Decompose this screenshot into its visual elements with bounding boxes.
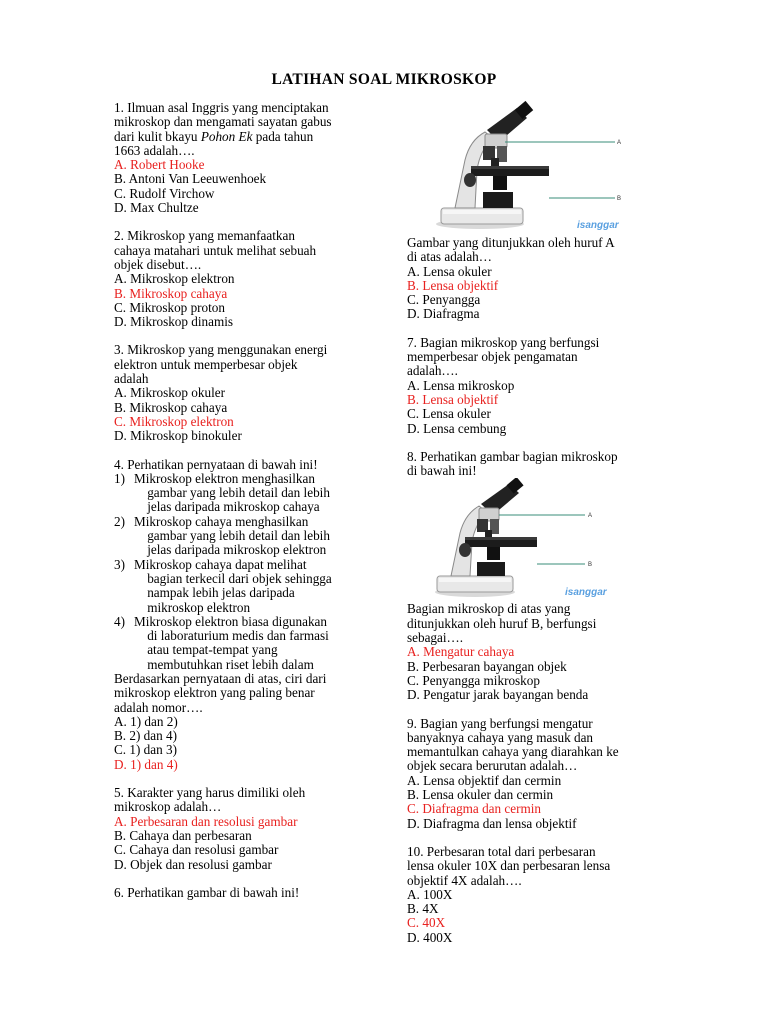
answer-option: B. Antoni Van Leeuwenhoek <box>114 171 267 187</box>
answer-option: A. Mikroskop okuler <box>114 385 225 401</box>
statement-text: jelas daripada mikroskop elektron <box>134 542 327 558</box>
answer-option: B. 2) dan 4) <box>114 728 177 744</box>
question-text: 8. Perhatikan gambar bagian mikroskop <box>407 448 618 464</box>
question-7 <box>407 336 657 436</box>
question-text: 6. Perhatikan gambar di bawah ini! <box>114 884 300 900</box>
statement-number: 2) <box>114 513 125 529</box>
question-6 <box>407 236 657 322</box>
question-text: mikroskop elektron yang paling benar <box>114 685 315 701</box>
statement-text: Mikroskop cahaya dapat melihat <box>134 556 307 572</box>
question-text: lensa okuler 10X dan perbesaran lensa <box>407 858 611 874</box>
answer-option: B. 4X <box>407 901 439 917</box>
figure-label-b: B <box>617 196 622 202</box>
question-text: 4. Perhatikan pernyataan di bawah ini! <box>114 456 318 472</box>
answer-option-correct: B. Mikroskop cahaya <box>114 285 228 301</box>
question-text: cahaya matahari untuk melihat sebuah <box>114 242 317 258</box>
question-text: adalah nomor…. <box>114 699 203 715</box>
question-text: elektron untuk memperbesar objek <box>114 356 298 372</box>
answer-option: A. Mikroskop elektron <box>114 271 235 287</box>
answer-option: C. 1) dan 3) <box>114 742 177 758</box>
statement-number: 3) <box>114 556 125 572</box>
answer-option-correct: A. Robert Hooke <box>114 157 205 173</box>
question-text: Bagian mikroskop di atas yang <box>407 601 571 617</box>
question-text: 1663 adalah…. <box>114 142 195 158</box>
question-text: sebagai…. <box>407 630 464 646</box>
question-2 <box>114 229 376 329</box>
statement-text: di laboraturium medis dan farmasi <box>134 628 329 644</box>
question-3 <box>114 343 376 443</box>
statement-text: Mikroskop elektron biasa digunakan <box>134 613 328 629</box>
question-text: objek disebut…. <box>114 256 202 272</box>
answer-option: A. Lensa okuler <box>407 263 492 279</box>
statement-text: gambar yang lebih detail dan lebih <box>134 528 330 544</box>
question-text: mikroskop dan mengamati sayatan gabus <box>114 114 332 130</box>
watermark-text: isanggar <box>565 587 607 598</box>
microscope-illustration <box>425 100 640 235</box>
microscope-illustration <box>425 478 640 603</box>
answer-option: C. Lensa okuler <box>407 406 491 422</box>
answer-option: D. Mikroskop binokuler <box>114 428 242 444</box>
answer-option-correct: A. Perbesaran dan resolusi gambar <box>114 813 298 829</box>
figure-label-b: B <box>588 562 593 568</box>
answer-option: D. Diafragma dan lensa objektif <box>407 815 577 831</box>
question-9 <box>407 717 657 831</box>
answer-option-correct: D. 1) dan 4) <box>114 756 178 772</box>
answer-option: D. 400X <box>407 929 453 945</box>
question-text: banyaknya cahaya yang masuk dan <box>407 729 594 745</box>
statement-item <box>114 558 376 615</box>
answer-option: D. Mikroskop dinamis <box>114 314 234 330</box>
answer-option: D. Lensa cembung <box>407 420 507 436</box>
page-title: LATIHAN SOAL MIKROSKOP <box>271 71 497 88</box>
question-text: objektif 4X adalah…. <box>407 872 522 888</box>
question-text: objek secara berurutan adalah… <box>407 758 578 774</box>
question-5 <box>114 786 376 872</box>
question-6-prompt <box>114 886 376 900</box>
question-text: mikroskop adalah… <box>114 799 222 815</box>
statement-text: mikroskop elektron <box>134 599 251 615</box>
statement-text: membutuhkan riset lebih dalam <box>134 656 314 672</box>
answer-option: A. 1) dan 2) <box>114 713 178 729</box>
answer-option: B. Perbesaran bayangan objek <box>407 658 567 674</box>
answer-option: C. Mikroskop proton <box>114 299 225 315</box>
statement-item <box>114 472 376 515</box>
statement-text: Mikroskop cahaya menghasilkan <box>134 513 309 529</box>
answer-option-correct: B. Lensa objektif <box>407 391 499 407</box>
question-1 <box>114 101 376 215</box>
statement-text: jelas daripada mikroskop cahaya <box>134 499 320 515</box>
answer-option: A. Lensa mikroskop <box>407 377 515 393</box>
statement-text: atau tempat-tempat yang <box>134 642 278 658</box>
microscope-figure-2 <box>425 478 640 603</box>
figure-label-a: A <box>617 140 622 146</box>
statement-number: 4) <box>114 613 125 629</box>
question-text: dari kulit bkayu Pohon Ek pada tahun <box>114 128 314 144</box>
answer-option: B. Cahaya dan perbesaran <box>114 827 252 843</box>
question-text: 1. Ilmuan asal Inggris yang menciptakan <box>114 100 329 115</box>
answer-option-correct: C. 40X <box>407 915 446 931</box>
statement-item <box>114 615 376 672</box>
answer-option: C. Penyangga <box>407 292 481 308</box>
question-text: di atas adalah… <box>407 249 492 265</box>
question-text: di bawah ini! <box>407 463 477 479</box>
statement-text: bagian terkecil dari objek sehingga <box>134 570 332 586</box>
answer-option-correct: A. Mengatur cahaya <box>407 644 515 660</box>
answer-option: D. Diafragma <box>407 306 480 322</box>
answer-option: D. Max Chultze <box>114 200 199 216</box>
question-4 <box>114 458 376 773</box>
statement-text: gambar yang lebih detail dan lebih <box>134 485 330 501</box>
question-text: 3. Mikroskop yang menggunakan energi <box>114 342 328 358</box>
question-text: adalah <box>114 371 149 387</box>
answer-option: C. Rudolf Virchow <box>114 185 215 201</box>
question-text: memperbesar objek pengamatan <box>407 349 578 365</box>
question-text: 7. Bagian mikroskop yang berfungsi <box>407 334 600 350</box>
question-text: ditunjukkan oleh huruf B, berfungsi <box>407 615 597 631</box>
statement-text: nampak lebih jelas daripada <box>134 585 295 601</box>
question-text: 9. Bagian yang berfungsi mengatur <box>407 715 593 731</box>
statement-text: Mikroskop elektron menghasilkan <box>134 470 315 486</box>
watermark-text: isanggar <box>577 220 619 231</box>
answer-option: B. Mikroskop cahaya <box>114 399 228 415</box>
answer-option: D. Pengatur jarak bayangan benda <box>407 687 589 703</box>
question-text: Berdasarkan pernyataan di atas, ciri dari <box>114 670 327 686</box>
question-text: 10. Perbesaran total dari perbesaran <box>407 843 596 859</box>
answer-option: A. Lensa objektif dan cermin <box>407 772 562 788</box>
question-text: Gambar yang ditunjukkan oleh huruf A <box>407 235 615 250</box>
answer-option-correct: C. Mikroskop elektron <box>114 413 234 429</box>
answer-option: C. Cahaya dan resolusi gambar <box>114 842 279 858</box>
answer-option: D. Objek dan resolusi gambar <box>114 856 272 872</box>
left-column <box>114 101 376 914</box>
answer-option: C. Penyangga mikroskop <box>407 672 540 688</box>
question-10 <box>407 845 657 945</box>
microscope-figure-1 <box>425 100 640 235</box>
emphasis-text: Pohon Ek <box>200 128 253 144</box>
question-text: 5. Karakter yang harus dimiliki oleh <box>114 785 306 801</box>
statement-item <box>114 515 376 558</box>
question-text: adalah…. <box>407 363 458 379</box>
answer-option-correct: B. Lensa objektif <box>407 277 499 293</box>
answer-option-correct: C. Diafragma dan cermin <box>407 801 542 817</box>
question-text: 2. Mikroskop yang memanfaatkan <box>114 228 295 244</box>
statement-number: 1) <box>114 470 125 486</box>
answer-option: B. Lensa okuler dan cermin <box>407 787 554 803</box>
answer-option: A. 100X <box>407 886 453 902</box>
question-text: memantulkan cahaya yang diarahkan ke <box>407 744 619 760</box>
figure-label-a: A <box>588 513 593 519</box>
